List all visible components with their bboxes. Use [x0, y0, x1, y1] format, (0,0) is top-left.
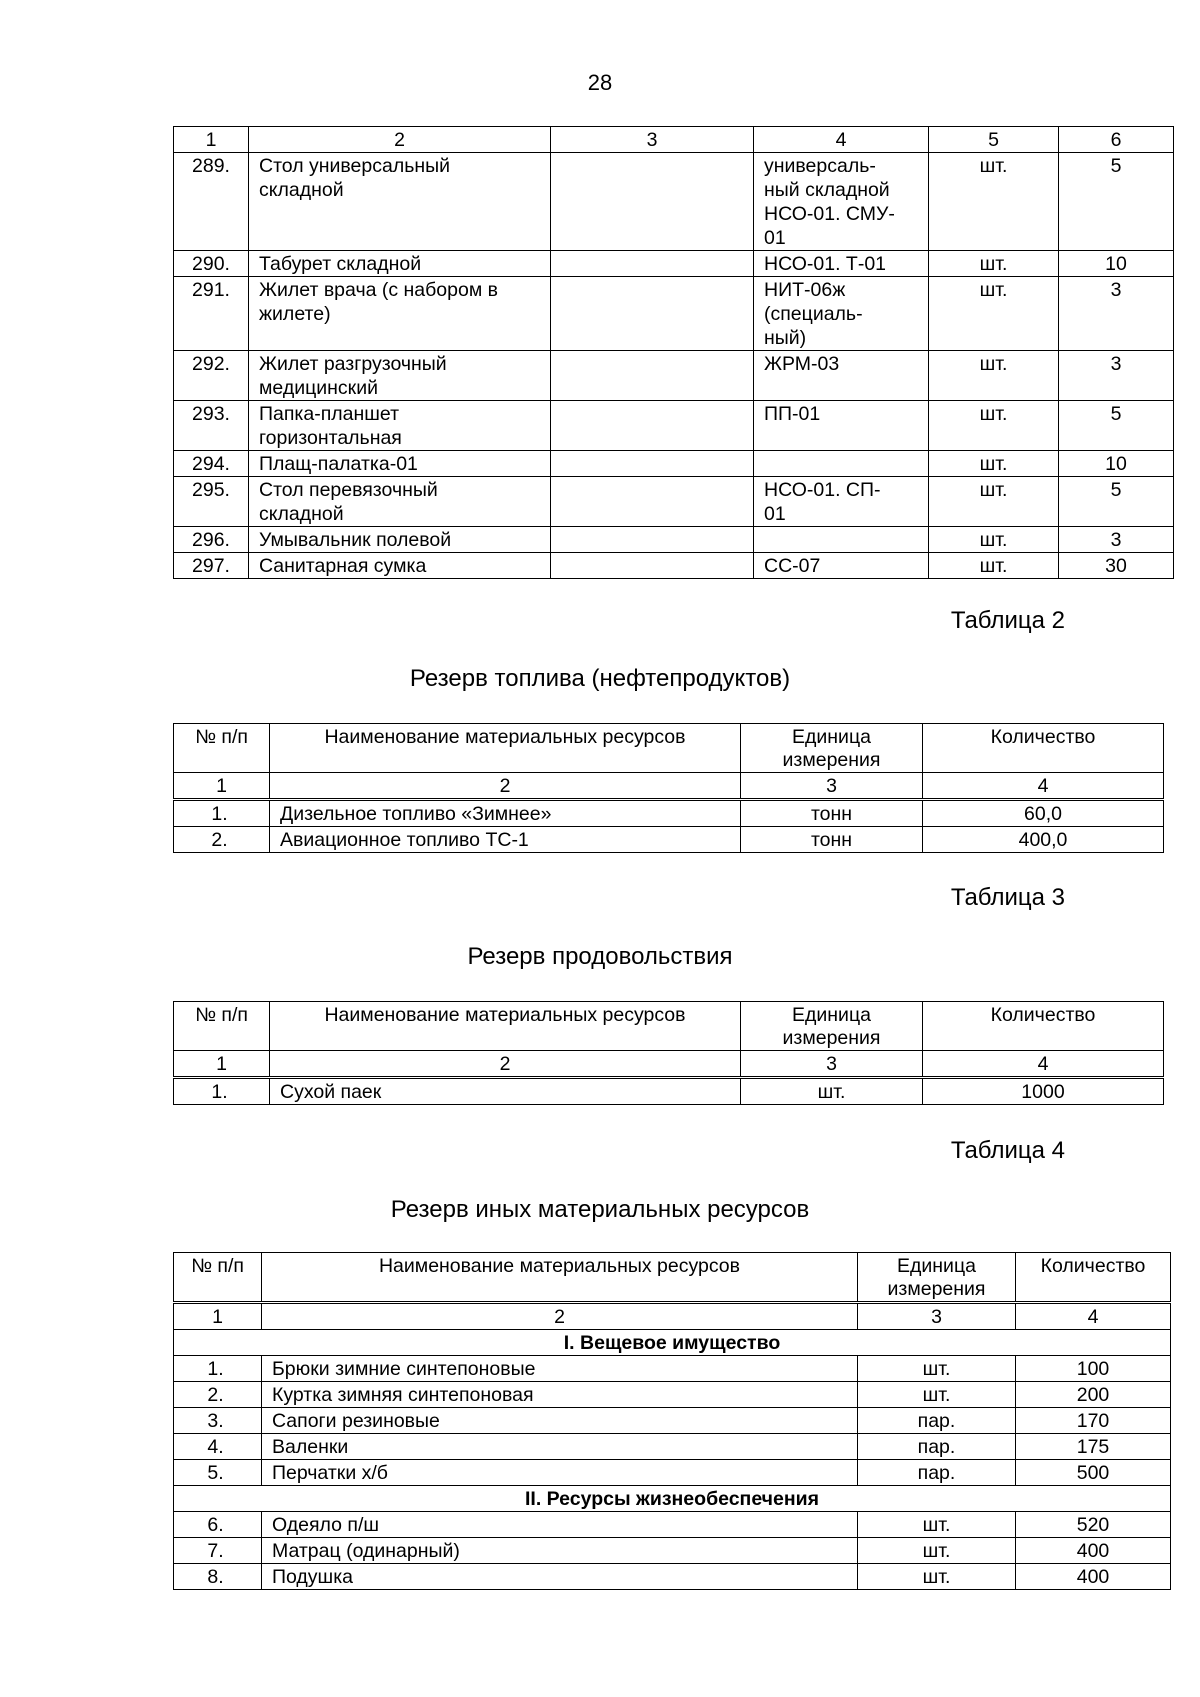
row-number: 6.	[174, 1512, 262, 1538]
row-col3	[551, 553, 754, 579]
row-number: 297.	[174, 553, 249, 579]
page-number: 28	[587, 70, 613, 95]
table-index-row	[174, 1051, 1164, 1078]
row-number: 8.	[174, 1564, 262, 1590]
row-name: Стол перевязочный складной	[249, 477, 551, 527]
row-qty: 100	[1016, 1356, 1171, 1382]
table-row	[174, 800, 1164, 827]
row-col3	[551, 153, 754, 251]
row-qty: 200	[1016, 1382, 1171, 1408]
row-qty: 5	[1059, 153, 1174, 251]
row-number: 2.	[174, 827, 270, 853]
row-col3	[551, 527, 754, 553]
table-row	[174, 1434, 1171, 1460]
row-number: 291.	[174, 277, 249, 351]
row-qty: 3	[1059, 277, 1174, 351]
row-name: Одеяло п/ш	[262, 1512, 858, 1538]
row-unit: шт.	[741, 1078, 923, 1105]
row-qty: 3	[1059, 527, 1174, 553]
table-row	[174, 1538, 1171, 1564]
header-num: № п/п	[174, 1253, 262, 1303]
table-header-row	[174, 1002, 1164, 1051]
table-fuel-reserve	[173, 723, 1164, 853]
row-unit: шт.	[858, 1538, 1016, 1564]
row-number: 1.	[174, 1356, 262, 1382]
row-model	[754, 451, 929, 477]
column-index: 1	[174, 1303, 262, 1330]
header-name: Наименование материальных ресурсов	[262, 1253, 858, 1303]
section-title: I. Вещевое имущество	[174, 1330, 1171, 1356]
table-row	[174, 1356, 1171, 1382]
column-index: 2	[270, 1051, 741, 1078]
row-unit: шт.	[929, 277, 1059, 351]
row-number: 2.	[174, 1382, 262, 1408]
section-header-row	[174, 1330, 1171, 1356]
row-unit: шт.	[929, 351, 1059, 401]
row-unit: пар.	[858, 1460, 1016, 1486]
row-model: НИТ-06ж (специаль- ный)	[754, 277, 929, 351]
row-name: Жилет врача (с набором в жилете)	[249, 277, 551, 351]
row-qty: 5	[1059, 477, 1174, 527]
row-qty: 10	[1059, 451, 1174, 477]
row-model: ЖРМ-03	[754, 351, 929, 401]
table-3-label: Таблица 3	[950, 884, 1065, 911]
row-col3	[551, 251, 754, 277]
header-name: Наименование материальных ресурсов	[270, 724, 741, 773]
row-unit: пар.	[858, 1434, 1016, 1460]
row-number: 292.	[174, 351, 249, 401]
row-name: Перчатки х/б	[262, 1460, 858, 1486]
row-number: 7.	[174, 1538, 262, 1564]
header-unit: Единица измерения	[741, 724, 923, 773]
table-index-row	[174, 1303, 1171, 1330]
row-qty: 3	[1059, 351, 1174, 401]
table-row	[174, 1382, 1171, 1408]
row-name: Подушка	[262, 1564, 858, 1590]
row-number: 290.	[174, 251, 249, 277]
column-index: 1	[174, 773, 270, 800]
row-name: Табурет складной	[249, 251, 551, 277]
header-name: Наименование материальных ресурсов	[270, 1002, 741, 1051]
table-row	[174, 251, 1174, 277]
table-row	[174, 553, 1174, 579]
row-name: Папка-планшет горизонтальная	[249, 401, 551, 451]
row-name: Плащ-палатка-01	[249, 451, 551, 477]
row-unit: шт.	[929, 251, 1059, 277]
row-qty: 5	[1059, 401, 1174, 451]
table-3-title: Резерв продовольствия	[467, 943, 733, 970]
table-row	[174, 1460, 1171, 1486]
row-name: Валенки	[262, 1434, 858, 1460]
table-row	[174, 351, 1174, 401]
header-num: № п/п	[174, 1002, 270, 1051]
row-qty: 1000	[923, 1078, 1164, 1105]
row-name: Санитарная сумка	[249, 553, 551, 579]
row-qty: 400	[1016, 1564, 1171, 1590]
row-model: НСО-01. СП- 01	[754, 477, 929, 527]
table-index-row	[174, 127, 1174, 153]
row-col3	[551, 451, 754, 477]
column-index: 1	[174, 1051, 270, 1078]
row-model	[754, 527, 929, 553]
row-unit: шт.	[858, 1512, 1016, 1538]
row-unit: шт.	[929, 153, 1059, 251]
column-index: 3	[858, 1303, 1016, 1330]
column-index: 3	[741, 1051, 923, 1078]
row-unit: шт.	[929, 553, 1059, 579]
row-qty: 30	[1059, 553, 1174, 579]
row-name: Умывальник полевой	[249, 527, 551, 553]
table-row	[174, 1512, 1171, 1538]
row-qty: 10	[1059, 251, 1174, 277]
table-equipment-continued	[173, 126, 1174, 579]
row-qty: 60,0	[923, 800, 1164, 827]
table-row	[174, 1408, 1171, 1434]
table-4-title: Резерв иных материальных ресурсов	[390, 1196, 810, 1223]
column-index: 4	[1016, 1303, 1171, 1330]
table-index-row	[174, 773, 1164, 800]
row-unit: шт.	[929, 401, 1059, 451]
header-qty: Количество	[923, 1002, 1164, 1051]
column-index: 3	[741, 773, 923, 800]
row-model: СС-07	[754, 553, 929, 579]
row-model: НСО-01. Т-01	[754, 251, 929, 277]
row-col3	[551, 351, 754, 401]
row-col3	[551, 277, 754, 351]
row-qty: 400	[1016, 1538, 1171, 1564]
row-qty: 170	[1016, 1408, 1171, 1434]
column-index: 4	[923, 773, 1164, 800]
row-number: 294.	[174, 451, 249, 477]
row-qty: 500	[1016, 1460, 1171, 1486]
table-other-resources	[173, 1252, 1171, 1590]
table-row	[174, 153, 1174, 251]
row-name: Жилет разгрузочный медицинский	[249, 351, 551, 401]
row-qty: 175	[1016, 1434, 1171, 1460]
column-index: 2	[249, 127, 551, 153]
row-number: 296.	[174, 527, 249, 553]
row-unit: тонн	[741, 827, 923, 853]
row-unit: шт.	[929, 451, 1059, 477]
table-header-row	[174, 1253, 1171, 1303]
column-index: 6	[1059, 127, 1174, 153]
row-unit: пар.	[858, 1408, 1016, 1434]
table-4-label: Таблица 4	[950, 1137, 1065, 1164]
row-name: Сухой паек	[270, 1078, 741, 1105]
header-unit: Единица измерения	[741, 1002, 923, 1051]
row-name: Стол универсальный складной	[249, 153, 551, 251]
row-qty: 520	[1016, 1512, 1171, 1538]
row-number: 295.	[174, 477, 249, 527]
row-number: 5.	[174, 1460, 262, 1486]
header-qty: Количество	[923, 724, 1164, 773]
table-row	[174, 401, 1174, 451]
row-col3	[551, 401, 754, 451]
row-name: Куртка зимняя синтепоновая	[262, 1382, 858, 1408]
column-index: 2	[262, 1303, 858, 1330]
header-unit: Единица измерения	[858, 1253, 1016, 1303]
table-2-title: Резерв топлива (нефтепродуктов)	[409, 665, 791, 692]
row-number: 1.	[174, 1078, 270, 1105]
row-name: Авиационное топливо ТС-1	[270, 827, 741, 853]
row-number: 289.	[174, 153, 249, 251]
header-num: № п/п	[174, 724, 270, 773]
section-header-row	[174, 1486, 1171, 1512]
row-number: 1.	[174, 800, 270, 827]
table-header-row	[174, 724, 1164, 773]
row-number: 4.	[174, 1434, 262, 1460]
table-row	[174, 277, 1174, 351]
table-2-label: Таблица 2	[950, 607, 1065, 634]
table-row	[174, 827, 1164, 853]
row-unit: шт.	[929, 527, 1059, 553]
column-index: 3	[551, 127, 754, 153]
section-title: II. Ресурсы жизнеобеспечения	[174, 1486, 1171, 1512]
row-unit: тонн	[741, 800, 923, 827]
row-name: Матрац (одинарный)	[262, 1538, 858, 1564]
table-row	[174, 1564, 1171, 1590]
row-unit: шт.	[929, 477, 1059, 527]
column-index: 2	[270, 773, 741, 800]
row-model: ПП-01	[754, 401, 929, 451]
column-index: 4	[923, 1051, 1164, 1078]
table-row	[174, 477, 1174, 527]
row-unit: шт.	[858, 1564, 1016, 1590]
row-number: 3.	[174, 1408, 262, 1434]
row-name: Дизельное топливо «Зимнее»	[270, 800, 741, 827]
table-food-reserve	[173, 1001, 1164, 1105]
row-model: универсаль- ный складной НСО-01. СМУ- 01	[754, 153, 929, 251]
column-index: 5	[929, 127, 1059, 153]
column-index: 1	[174, 127, 249, 153]
row-number: 293.	[174, 401, 249, 451]
row-col3	[551, 477, 754, 527]
header-qty: Количество	[1016, 1253, 1171, 1303]
table-row	[174, 527, 1174, 553]
row-name: Брюки зимние синтепоновые	[262, 1356, 858, 1382]
row-unit: шт.	[858, 1356, 1016, 1382]
table-row	[174, 1078, 1164, 1105]
row-unit: шт.	[858, 1382, 1016, 1408]
row-qty: 400,0	[923, 827, 1164, 853]
table-row	[174, 451, 1174, 477]
column-index: 4	[754, 127, 929, 153]
row-name: Сапоги резиновые	[262, 1408, 858, 1434]
